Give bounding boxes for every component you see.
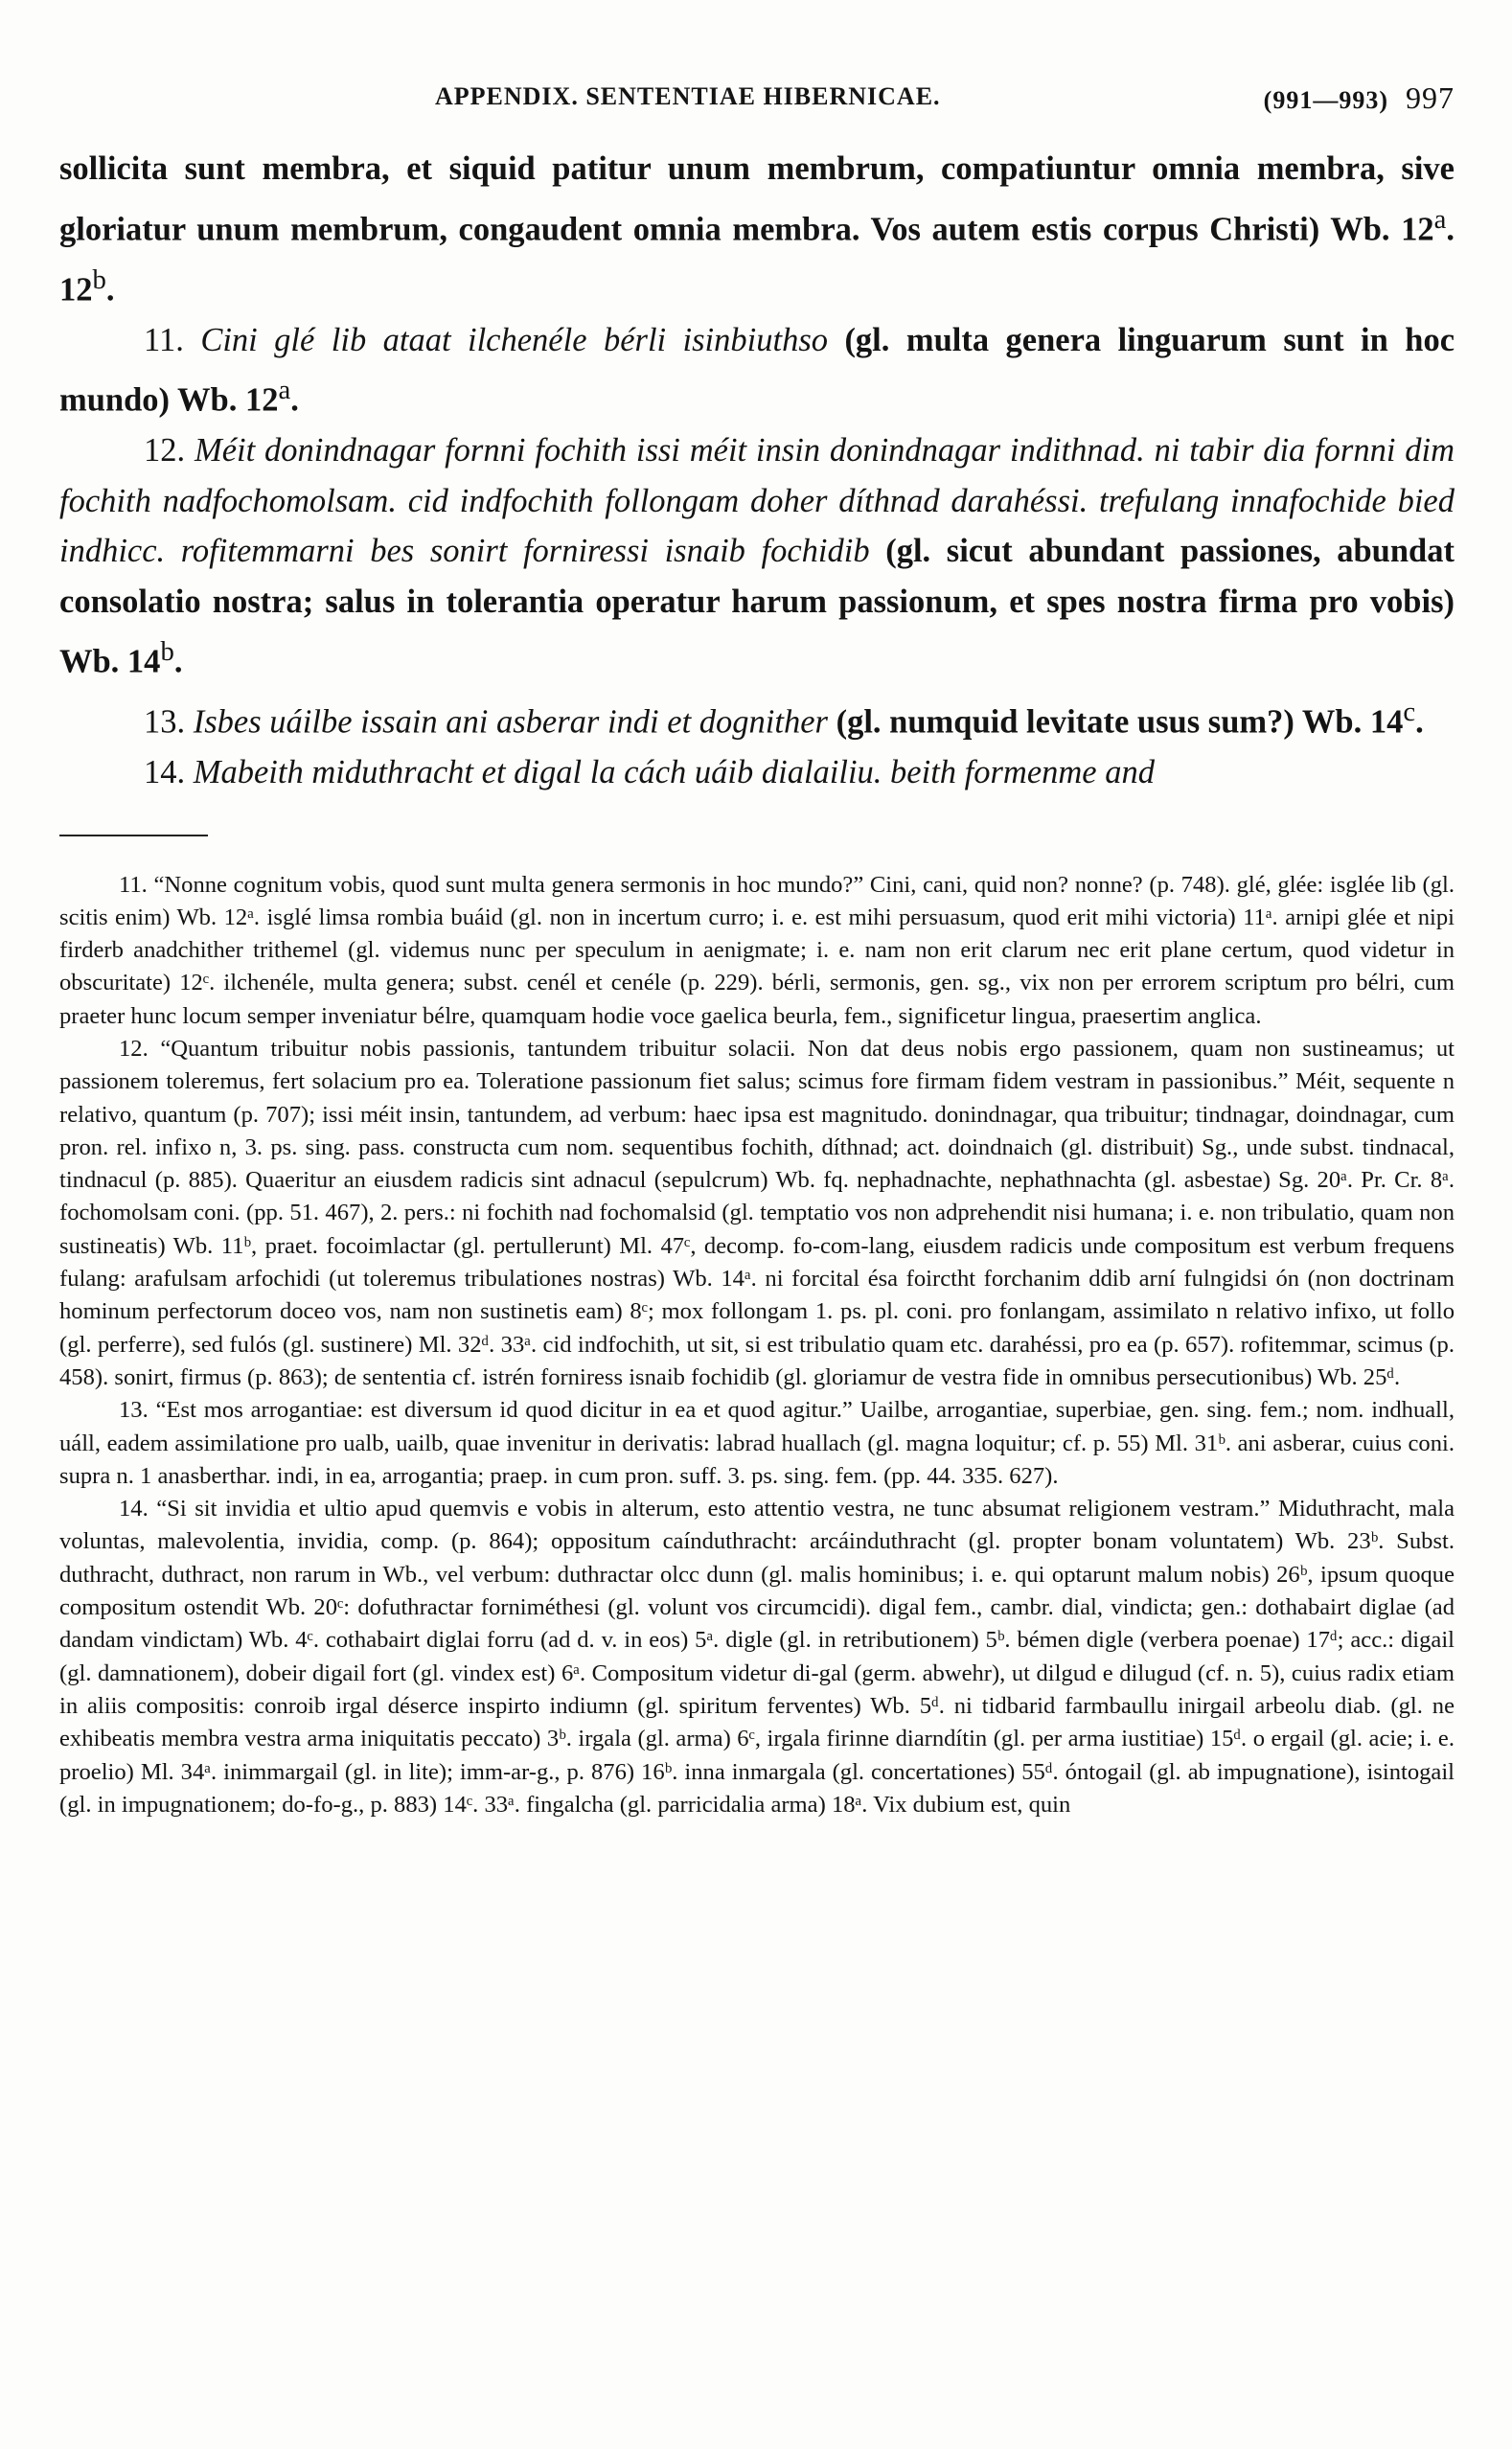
irish-text: Méit donindnagar fornni fochith issi méit insin donindnagar indithnad. ni tabir dia fornni dim fochith nadfochomolsam. cid indfochith follongam doher díthnad darahéssi. trefulang innafochide bied indhicc. rofitemmarni bes sonirt forniressi isnaib fochidib (59, 432, 1455, 569)
footnote-divider (59, 835, 208, 836)
page-number: 997 (1406, 80, 1455, 115)
running-head (59, 75, 1455, 123)
note-14: 14. “Si sit invidia et ultio apud quemvis e vobis in alterum, esto attentio vestra, ne tunc absumat religionem vestram.” Miduthracht, mala voluntas, malevolentia, invidia, comp. (p. 864); oppositum caínduthracht: arcáinduthracht (gl. propter bonam voluntatem) Wb. 23ᵇ. Subst. duthracht, duthract, non rarum in Wb., vel verbum: duthractar olcc dunn (gl. malis hominibus; i. e. qui optarunt malum nobis) 26ᵇ, ipsum quoque compositum ostendit Wb. 20ᶜ: dofuthractar forniméthesi (gl. volunt vos circumcidi). digal fem., cambr. dial, vindicta; gen.: dothabairt diglae (ad dandam vindictam) Wb. 4ᶜ. cothabairt diglai forru (ad d. v. in eos) 5ᵃ. digle (gl. in retributionem) 5ᵇ. bémen digle (verbera poenae) 17ᵈ; acc.: digail (gl. damnationem), dobeir digail fort (gl. vindex est) 6ᵃ. Compositum videtur di-gal (germ. abwehr), ut dilgud e dilugud (cf. n. 5), cuius radix etiam in aliis compositis: conroib irgal déserce inspirto indiumn (gl. spiritum ferventes) Wb. 5ᵈ. ni tidbarid farmbaullu inirgail arbeolu diab. (gl. ne exhibeatis membra vestra arma iniquitatis peccato) 3ᵇ. irgala (gl. arma) 6ᶜ, irgala firinne diarndítin (gl. per arma iustitiae) 15ᵈ. o ergail (gl. acie; i. e. proelio) Ml. 34ᵃ. inimmargail (gl. in lite); imm-ar-g., p. 876) 16ᵇ. inna inmargala (gl. concertationes) 55ᵈ. óntogail (gl. ab impugnatione), isintogail (gl. in impugnationem; do-fo-g., p. 883) 14ᶜ. 33ᵃ. fingalcha (gl. parricidalia arma) 18ᵃ. Vix dubium est, quin (59, 1496, 1455, 1818)
section-range: (991—993) (1263, 86, 1388, 114)
sentence-11: 11. Cini glé lib ataat ilchenéle bérli isinbiuthso (gl. multa genera linguarum sunt in hoc mundo) Wb. 12$^a$. (59, 321, 1455, 419)
main-text (59, 144, 1455, 798)
note-13: 13. “Est mos arrogantiae: est diversum id quod dicitur in ea et quod agitur.” Uailbe, arrogantiae, superbiae, gen. sing. fem.; nom. indhuall, uáll, eadem assimilatione pro ualb, uailb, quae invenitur in derivatis: labrad huallach (gl. magna loquitur; cf. p. 55) Ml. 31ᵇ. ani asberar, cuius coni. supra n. 1 anasberthar. indi, in ea, arrogantia; praep. in cum pron. suff. 3. ps. sing. fem. (pp. 44. 335. 627). (59, 1397, 1455, 1489)
sentence-13: 13. Isbes uáilbe issain ani asberar indi et dognither (gl. numquid levitate usus sum?) Wb. 14$^c$. (144, 697, 1424, 741)
page-range-block (1264, 80, 1455, 116)
irish-text: Isbes uáilbe issain ani asberar indi et dognither (193, 703, 828, 741)
sentence-14: 14. Mabeith miduthracht et digal la cách uáib dialailiu. beith formenme and (144, 754, 1155, 790)
footnotes (59, 869, 1455, 1822)
paragraph-continuation: sollicita sunt membra, et siquid patitur unum membrum, compatiuntur omnia membra, sive gloriatur unum membrum, congaudent omnia membra. Vos autem estis corpus Christi) Wb. 12$^a$. 12$^b$. (59, 150, 1455, 308)
irish-text: Mabeith miduthracht et digal la cách uáib dialailiu. beith formenme and (193, 754, 1155, 790)
note-11: 11. “Nonne cognitum vobis, quod sunt multa genera sermonis in hoc mundo?” Cini, cani, quid non? nonne? (p. 748). glé, glée: isglée lib (gl. scitis enim) Wb. 12ᵃ. isglé limsa rombia buáid (gl. non in incertum curro; i. e. est mihi persuasum, quod erit mihi victoria) 11ᵃ. arnipi glée et nipi firderb anadchither trithemel (gl. videmus nunc per speculum in aenigmate; i. e. nam non erit clarum nec erit plane certum, quod videtur in obscuritate) 12ᶜ. ilchenéle, multa genera; subst. cenél et cenéle (p. 229). bérli, sermonis, gen. sg., vix non per errorem scriptum pro bélri, cum praeter hunc locum semper inveniatur bélre, quamquam hodie voce gaelica beurla, fem., significetur lingua, praesertim anglica. (59, 871, 1455, 1029)
note-12: 12. “Quantum tribuitur nobis passionis, tantundem tribuitur solacii. Non dat deus nobis ergo passionem, quam non sustineamus; ut passionem toleremus, fert solacium pro ea. Toleratione passionum fiet salus; scimus fore firmam fidem vestram in passionibus.” Méit, sequente n relativo, quantum (p. 707); issi méit insin, tantundem, ad verbum: haec ipsa est magnitudo. donindnagar, qua tribuitur; tindnagar, doindnagar, cum pron. rel. infixo n, 3. ps. sing. pass. constructa cum nom. sequentibus fochith, díthnad; act. doindnaich (gl. distribuit) Sg., unde subst. tindnacal, tindnacul (p. 885). Quaeritur an eiusdem radicis sint adnacul (sepulcrum) Wb. fq. nephadnachte, nephathnachta (gl. asbestae) Sg. 20ᵃ. Pr. Cr. 8ᵃ. fochomolsam coni. (pp. 51. 467), 2. pers.: ni fochith nad fochomalsid (gl. temptatio vos non adprehendit nisi humana; i. e. non tribulatio, quam non sustineatis) Wb. 11ᵇ, praet. focoimlactar (gl. pertullerunt) Ml. 47ᶜ, decomp. fo-com-lang, eiusdem radicis unde compositum est verbum frequens fulang: arafulsam arfochidi (ut toleremus tribulationes nostras) Wb. 14ᵃ. ni forcital ésa foirctht forchanim ddib arní fulngidsi ón (non doctrinam hominum perfectorum doceo vos, nam non sustinetis eam) 8ᶜ; mox follongam 1. ps. pl. coni. pro fonlangam, assimilato n relativo infixo, ut follo (gl. perferre), sed fulós (gl. sustinere) Ml. 32ᵈ. 33ᵃ. cid indfochith, ut sit, si est tribulatio quam etc. darahéssi, pro ea (p. 657). rofitemmar, scimus (p. 458). sonirt, firmus (p. 863); de sententia cf. istrén forniress isnaib fochidib (gl. gloriamur de vestra fide in omnibus persecutionibus) Wb. 25ᵈ. (59, 1035, 1455, 1390)
sentence-12: 12. Méit donindnagar fornni fochith issi méit insin donindnagar indithnad. ni tabir dia fornni dim fochith nadfochomolsam. cid indfochith follongam doher díthnad darahéssi. trefulang innafochide bied indhicc. rofitemmarni bes sonirt forniressi isnaib fochidib (gl. sicut abundant passiones, abundat consolatio nostra; salus in tolerantia operatur harum passionum, et spes nostra firma pro vobis) Wb. 14$^b$. (59, 432, 1455, 680)
running-title: APPENDIX. SENTENTIAE HIBERNICAE. (435, 82, 941, 110)
irish-text: Cini glé lib ataat ilchenéle bérli isinbiuthso (200, 321, 828, 358)
